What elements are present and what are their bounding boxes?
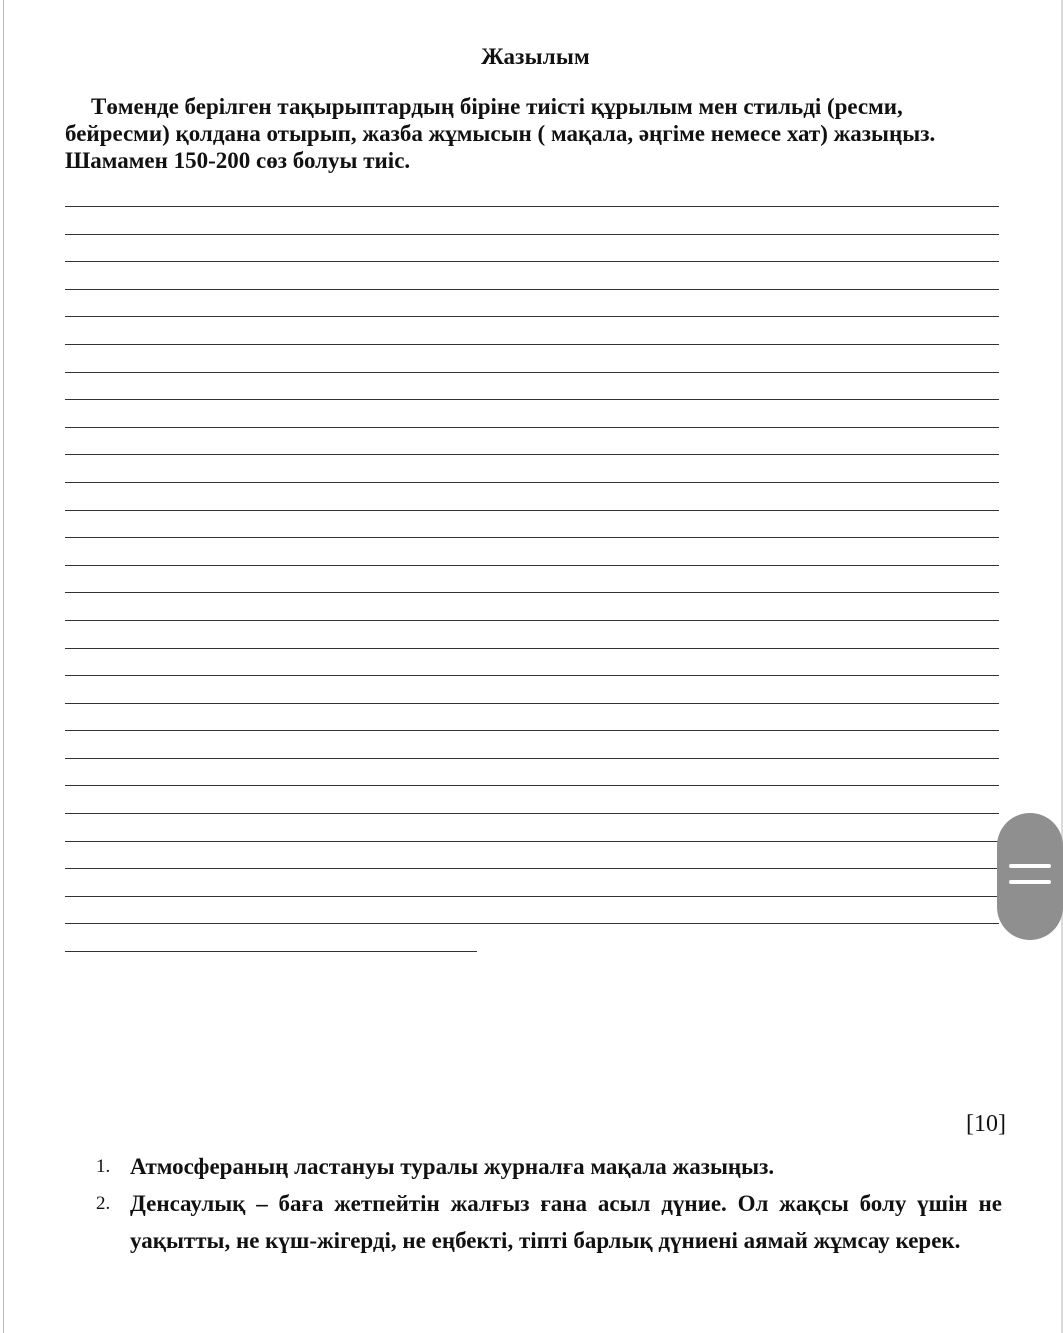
topic-number: 2. <box>96 1193 111 1214</box>
page-title: Жазылым <box>481 44 590 69</box>
writing-line <box>65 703 999 731</box>
writing-line <box>65 868 999 896</box>
writing-line <box>65 592 999 620</box>
writing-line <box>65 896 999 924</box>
writing-line <box>65 454 999 482</box>
task-instruction: Төменде берілген тақырыптардың біріне тиісті құрылым мен стильді (ресми, бейресми) қолдана отырып, жазба жұмысын ( мақала, әңгіме немесе хат) жазыңыз. Шамамен 150-200 сөз болуы тиіс. <box>65 94 936 173</box>
writing-line <box>65 565 999 593</box>
writing-line <box>65 785 999 813</box>
writing-line <box>65 841 999 869</box>
writing-line <box>65 675 999 703</box>
writing-lines <box>65 206 999 979</box>
score-marker: [10] <box>966 1111 1006 1137</box>
scroll-handle[interactable] <box>997 813 1063 940</box>
writing-line <box>65 730 999 758</box>
writing-line <box>65 289 999 317</box>
writing-line <box>65 344 999 372</box>
writing-line <box>65 813 999 841</box>
drag-handle-icon <box>1009 864 1051 868</box>
writing-line <box>65 261 999 289</box>
topic-text: Денсаулық – баға жетпейтін жалғыз ғана асыл дүние. Ол жақсы болу үшін не уақытты, не күш-жігерді, не еңбекті, тіпті барлық дүниені аямай жұмсау керек. <box>130 1191 1002 1253</box>
writing-line <box>65 316 999 344</box>
page-edge <box>3 0 4 1333</box>
writing-line <box>65 206 999 234</box>
writing-line-last <box>65 951 477 979</box>
topic-list <box>96 1148 1002 1259</box>
writing-line <box>65 648 999 676</box>
writing-line <box>65 537 999 565</box>
writing-line <box>65 758 999 786</box>
writing-line <box>65 482 999 510</box>
writing-line <box>65 234 999 262</box>
writing-line <box>65 427 999 455</box>
writing-line <box>65 372 999 400</box>
writing-line <box>65 510 999 538</box>
writing-line <box>65 923 999 951</box>
topic-text: Атмосфераның ластануы туралы журналға мақала жазыңыз. <box>130 1154 775 1179</box>
topic-number: 1. <box>96 1156 111 1177</box>
drag-handle-icon <box>1009 880 1051 884</box>
writing-line <box>65 399 999 427</box>
topic-item <box>96 1148 1002 1185</box>
writing-line <box>65 620 999 648</box>
topic-item <box>96 1185 1002 1259</box>
